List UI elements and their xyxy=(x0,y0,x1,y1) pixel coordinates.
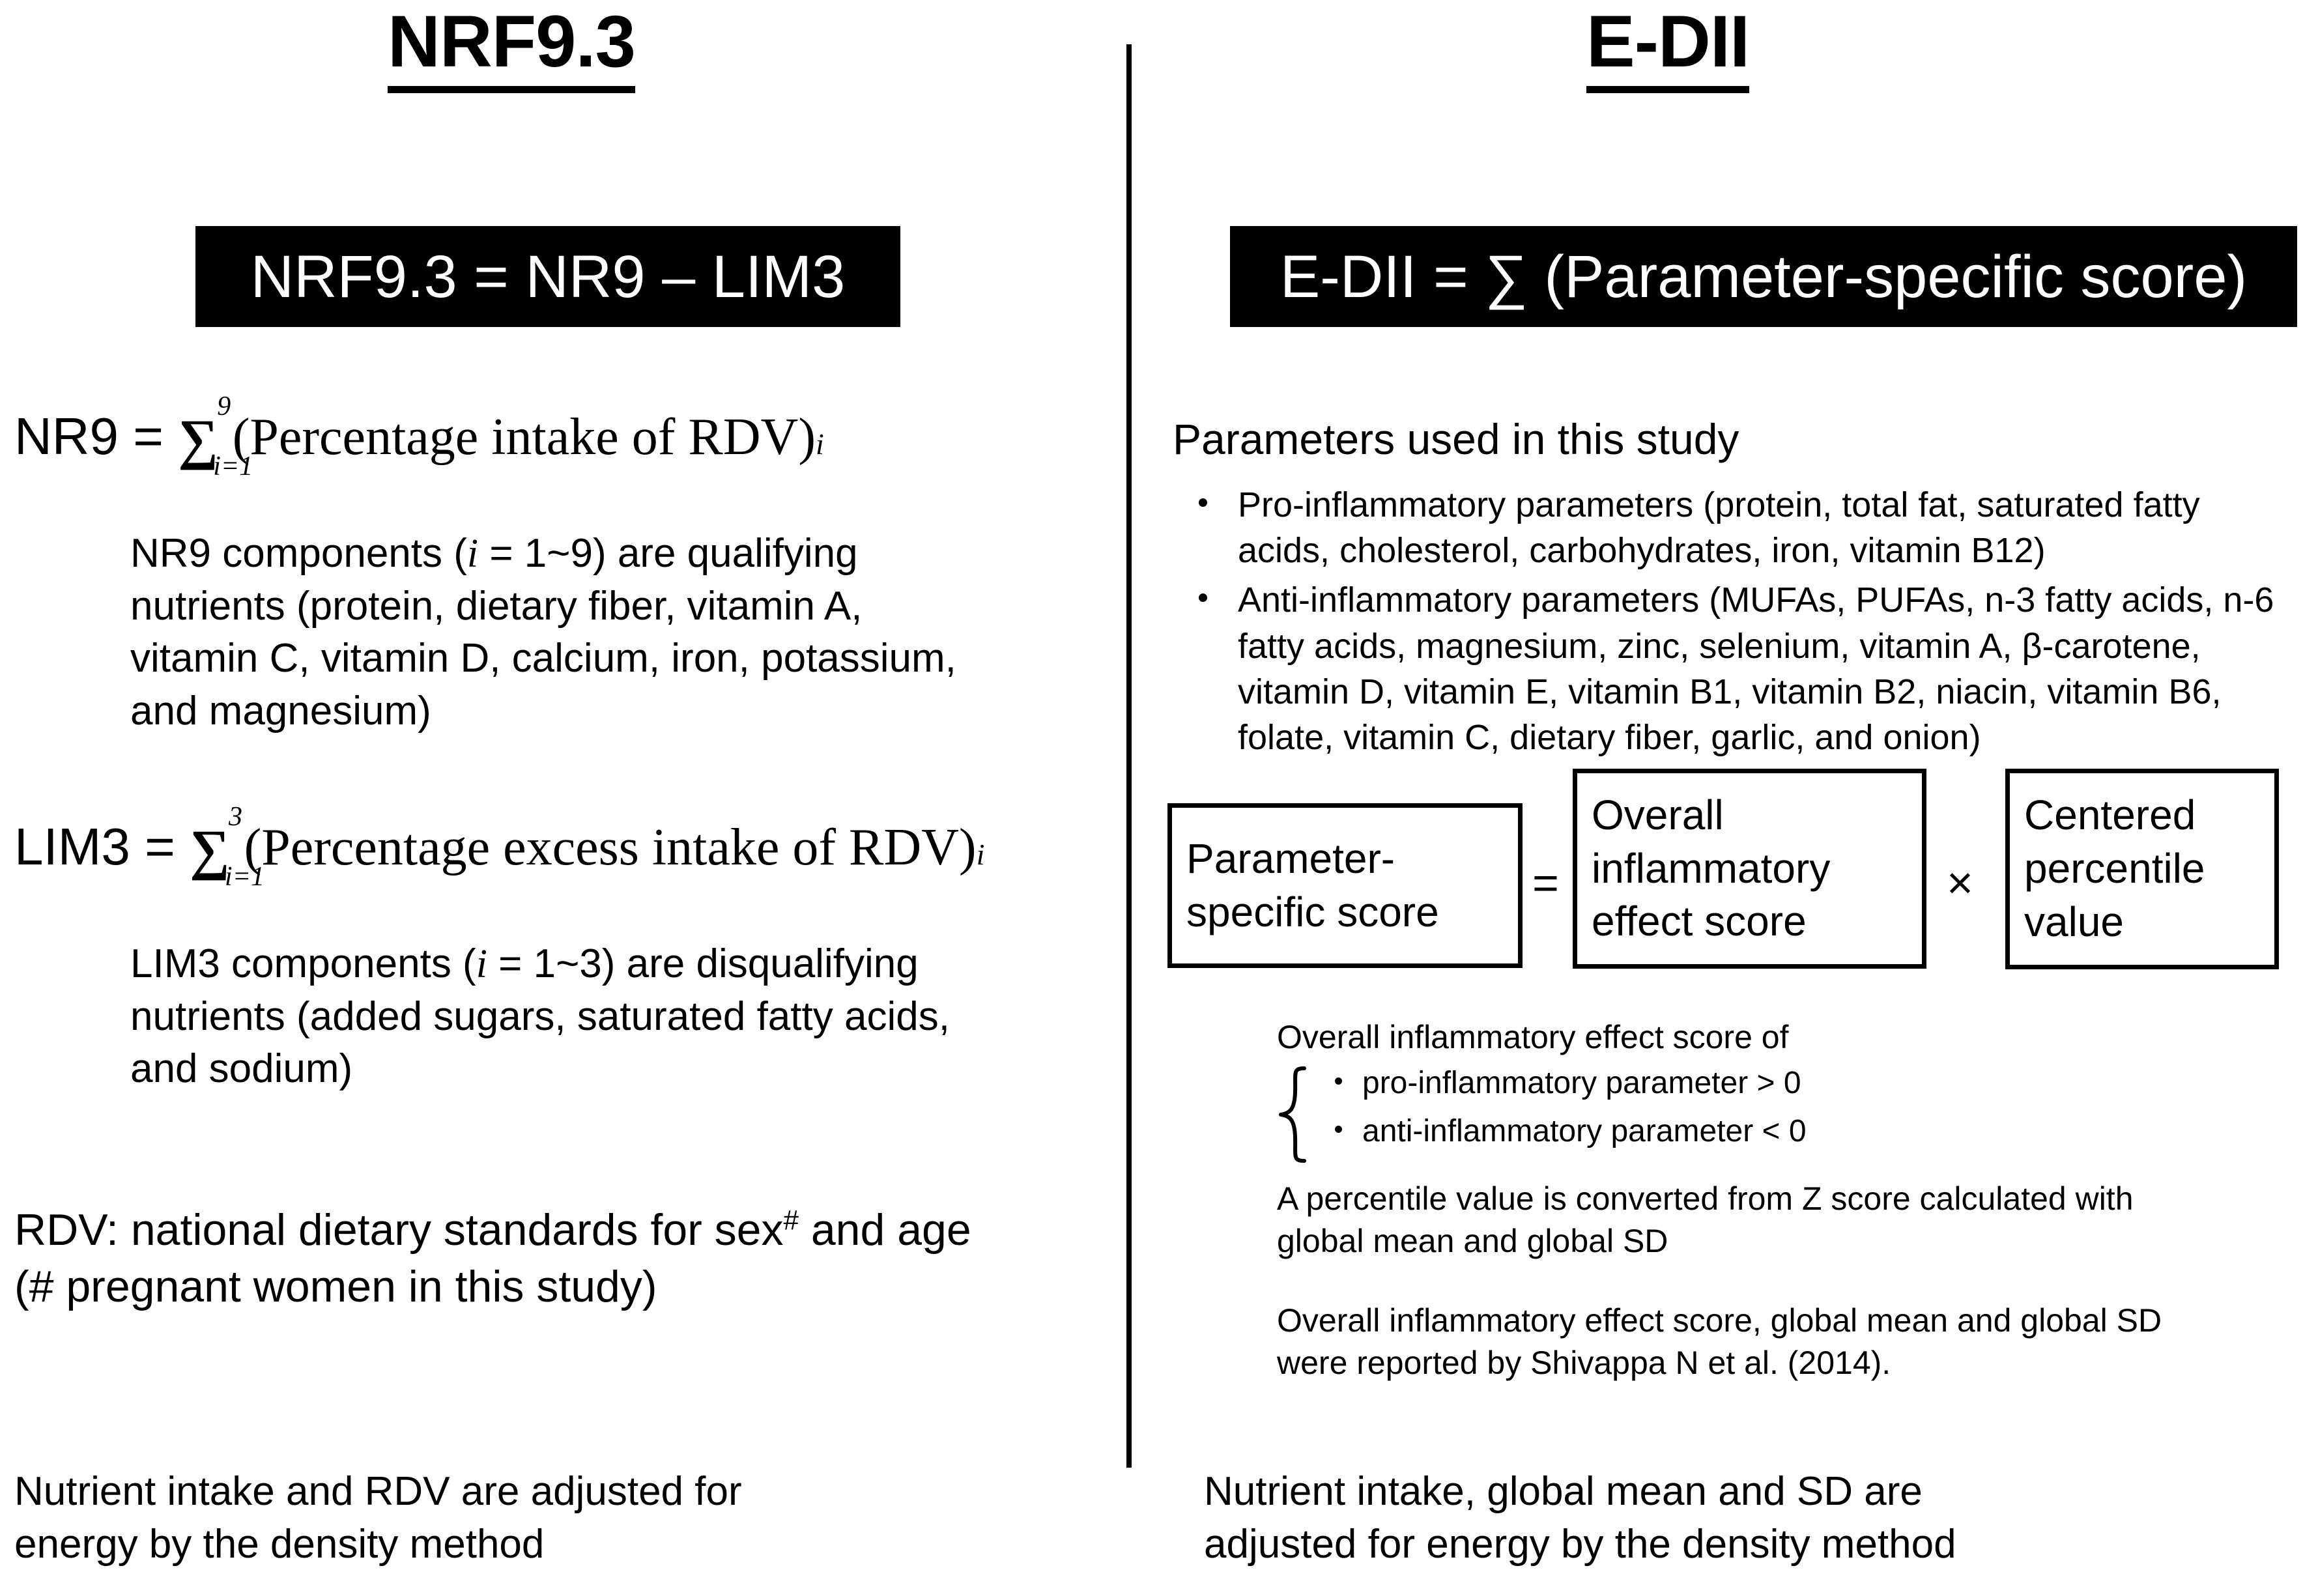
nr9-expression-subscript: i xyxy=(815,427,824,461)
score-note-heading: Overall inflammatory effect score of xyxy=(1277,1019,1789,1055)
lim3-equation xyxy=(14,802,985,892)
lim3-summation xyxy=(190,802,265,892)
list-item xyxy=(1187,577,2295,760)
lim3-desc-suffix: = 1~3) are disqualifying nutrients (added sugars, saturated fatty acids, and sodium) xyxy=(130,941,950,1092)
nrf93-title xyxy=(388,1,635,93)
title-underline xyxy=(1586,86,1749,93)
parameter-anti-inflammatory: Anti-inflammatory parameters (MUFAs, PUFAs, n-3 fatty acids, n-6 fatty acids, magnesium, zinc, selenium, vitamin A, β-carotene, vitamin D, vitamin E, vitamin B1, vitamin B2, niacin, vitamin B6, folate, vitamin C, dietary fiber, garlic, and onion) xyxy=(1238,580,2274,757)
sigma-icon: ∑ xyxy=(178,408,218,470)
edii-title xyxy=(1586,1,1750,93)
box-3-label: Centered percentile value xyxy=(2024,791,2205,945)
lim3-expression-subscript: i xyxy=(976,838,985,871)
box-centered-percentile-value xyxy=(2005,769,2279,969)
rdv-definition xyxy=(14,1202,1109,1315)
lim3-desc-prefix: LIM3 components ( xyxy=(130,941,476,986)
lim3-desc-italic-i: i xyxy=(476,942,487,986)
box-2-label: Overall inflammatory effect score xyxy=(1592,791,1831,945)
edii-footer-note: Nutrient intake, global mean and SD are adjusted for energy by the density method xyxy=(1204,1469,1956,1567)
reference-note: Overall inflammatory effect score, global mean and global SD were reported by Shivappa N et al. (2014). xyxy=(1277,1302,2162,1381)
nrf93-column xyxy=(0,0,1128,1596)
edii-formula-text: E-DII = ∑ (Parameter-specific score) xyxy=(1280,243,2248,310)
bullet-icon xyxy=(1335,1077,1342,1085)
edii-title-text: E-DII xyxy=(1586,1,1750,82)
nr9-expression: (Percentage intake of RDV) xyxy=(232,408,816,466)
nrf93-title-text: NRF9.3 xyxy=(388,1,635,82)
nr9-sum-upper: 9 xyxy=(217,392,231,421)
parameter-pro-inflammatory: Pro-inflammatory parameters (protein, total fat, saturated fatty acids, cholesterol, carbohydrates, iron, vitamin B12) xyxy=(1238,485,2200,571)
equals-operator: = xyxy=(1532,857,1559,908)
bullet-icon xyxy=(1199,593,1207,602)
nr9-desc-prefix: NR9 components ( xyxy=(130,531,467,576)
rdv-line1-tail: and age xyxy=(798,1205,971,1255)
list-item xyxy=(1326,1111,2238,1152)
rdv-line2-text: (# pregnant women in this study) xyxy=(14,1262,657,1312)
parameters-list xyxy=(1187,482,2295,764)
box-overall-inflammatory-effect-score xyxy=(1573,769,1926,969)
title-underline xyxy=(388,86,635,93)
edii-formula-banner xyxy=(1230,226,2297,327)
nrf93-formula-text: NRF9.3 = NR9 – LIM3 xyxy=(250,243,846,310)
nr9-description xyxy=(130,528,997,737)
lim3-sum-lower: i=1 xyxy=(225,862,265,892)
rdv-hash-marker: # xyxy=(783,1204,799,1236)
curly-brace-icon xyxy=(1278,1066,1308,1163)
lim3-description xyxy=(130,938,997,1096)
bullet-icon xyxy=(1335,1126,1342,1133)
lim3-sum-upper: 3 xyxy=(229,802,243,832)
box-parameter-specific-score xyxy=(1167,803,1523,968)
box-1-label: Parameter-specific score xyxy=(1186,834,1439,935)
sigma-icon: ∑ xyxy=(190,818,230,881)
nr9-label: NR9 = xyxy=(14,407,164,465)
nr9-summation xyxy=(178,392,253,481)
condition-pro-inflammatory: pro-inflammatory parameter > 0 xyxy=(1362,1066,1801,1100)
nrf93-formula-banner xyxy=(195,226,900,327)
multiply-operator: × xyxy=(1947,857,1973,908)
bullet-icon xyxy=(1199,498,1207,507)
list-item xyxy=(1326,1063,2238,1104)
condition-anti-inflammatory: anti-inflammatory parameter < 0 xyxy=(1362,1114,1807,1149)
list-item xyxy=(1187,482,2295,573)
nr9-desc-italic-i: i xyxy=(466,532,479,576)
nr9-equation xyxy=(14,392,824,481)
rdv-line1-text: RDV: national dietary standards for sex xyxy=(14,1205,784,1255)
nr9-sum-lower: i=1 xyxy=(213,451,253,481)
lim3-expression: (Percentage excess intake of RDV) xyxy=(244,819,977,876)
parameters-heading: Parameters used in this study xyxy=(1173,415,1739,463)
nrf93-footer-note: Nutrient intake and RDV are adjusted for energy by the density method xyxy=(14,1469,742,1567)
nr9-desc-suffix: = 1~9) are qualifying nutrients (protein, dietary fiber, vitamin A, vitamin C, vitamin D, calcium, iron, potassium, and magnesium) xyxy=(130,531,956,734)
lim3-label: LIM3 = xyxy=(14,818,175,876)
score-conditions-list xyxy=(1326,1063,2238,1160)
percentile-note: A percentile value is converted from Z score calculated with global mean and global SD xyxy=(1277,1180,2134,1259)
